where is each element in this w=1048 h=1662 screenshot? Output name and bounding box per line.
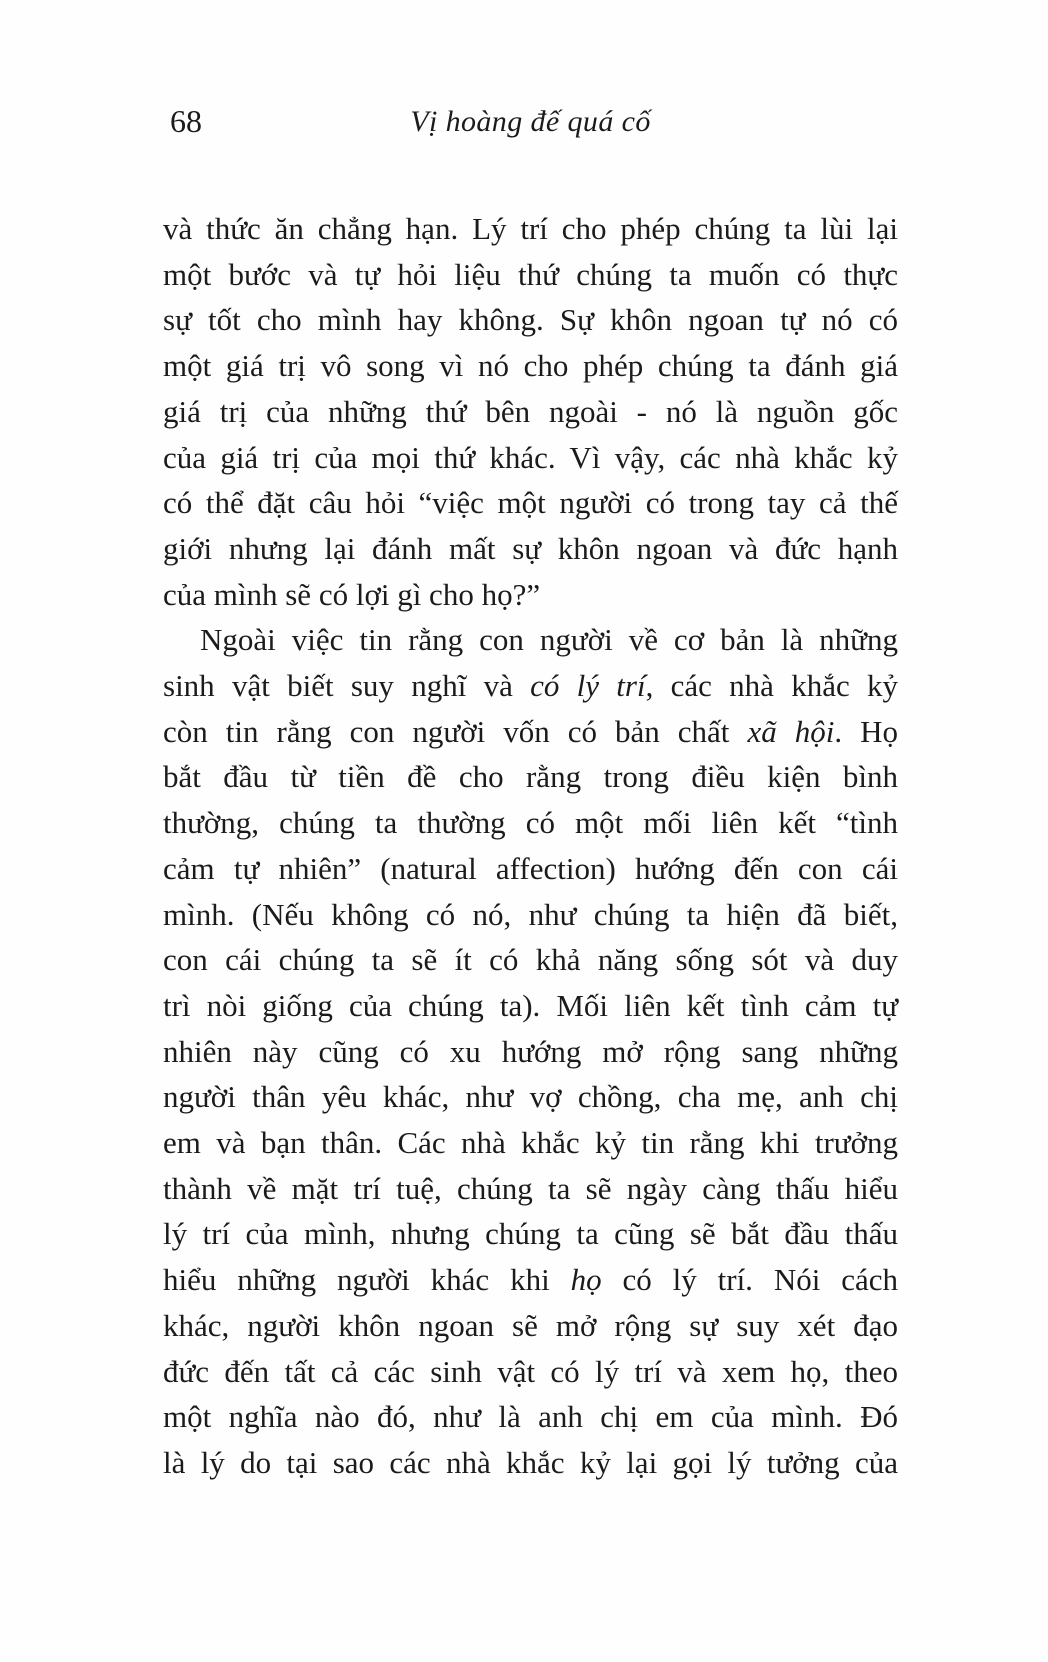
body-text: [163, 206, 898, 1486]
text-run: mình. (Nếu không có nó, như chúng ta hiện đã biết,: [163, 896, 898, 932]
text-line: [163, 663, 898, 709]
text-run: hiểu những người khác khi: [163, 1262, 571, 1298]
text-line: [163, 709, 898, 755]
text-run: thành về mặt trí tuệ, chúng ta sẽ ngày càng thấu hiểu: [163, 1170, 898, 1206]
running-title: Vị hoàng đế quá cố: [410, 105, 651, 138]
text-run: giới nhưng lại đánh mất sự khôn ngoan và đức hạnh: [163, 530, 898, 566]
text-run: . Họ: [834, 713, 898, 749]
text-line: [163, 1349, 898, 1395]
text-run: Ngoài việc tin rằng con người về cơ bản là những: [200, 622, 898, 658]
text-run: cảm tự nhiên” (natural affection) hướng đến con cái: [163, 850, 898, 886]
text-line: [163, 526, 898, 572]
text-line: [163, 1303, 898, 1349]
text-run: khác, người khôn ngoan sẽ mở rộng sự suy xét đạo: [163, 1307, 898, 1343]
text-run: một bước và tự hỏi liệu thứ chúng ta muốn có thực: [163, 256, 898, 292]
text-line: [163, 1120, 898, 1166]
text-run: là lý do tại sao các nhà khắc kỷ lại gọi lý tưởng của: [163, 1444, 898, 1480]
text-run: đức đến tất cả các sinh vật có lý trí và xem họ, theo: [163, 1353, 898, 1389]
text-line: [163, 937, 898, 983]
text-run: nhiên này cũng có xu hướng mở rộng sang những: [163, 1033, 898, 1069]
text-line: [163, 1166, 898, 1212]
text-line: [163, 754, 898, 800]
text-line: [163, 1074, 898, 1120]
text-run: có thể đặt câu hỏi “việc một người có trong tay cả thế: [163, 485, 898, 521]
text-run: trì nòi giống của chúng ta). Mối liên kết tình cảm tự: [163, 987, 898, 1023]
text-line: [163, 297, 898, 343]
text-run: còn tin rằng con người vốn có bản chất: [163, 713, 748, 749]
text-line: [163, 892, 898, 938]
text-line: [163, 1211, 898, 1257]
text-line: [163, 435, 898, 481]
text-line: [163, 617, 898, 663]
text-run: của mình sẽ có lợi gì cho họ?”: [163, 576, 541, 612]
text-run: lý trí của mình, nhưng chúng ta cũng sẽ bắt đầu thấu: [163, 1216, 898, 1252]
text-line: [163, 1257, 898, 1303]
text-line: [163, 800, 898, 846]
text-run: của giá trị của mọi thứ khác. Vì vậy, các nhà khắc kỷ: [163, 439, 898, 475]
italic-text-run: xã hội: [747, 713, 835, 749]
text-run: con cái chúng ta sẽ ít có khả năng sống sót và duy: [163, 942, 898, 978]
text-run: sự tốt cho mình hay không. Sự khôn ngoan tự nó có: [163, 302, 898, 338]
text-line: [163, 846, 898, 892]
text-run: một nghĩa nào đó, như là anh chị em của mình. Đó: [163, 1399, 898, 1435]
text-run: giá trị của những thứ bên ngoài - nó là nguồn gốc: [163, 393, 898, 429]
text-line: [163, 206, 898, 252]
italic-text-run: họ: [570, 1262, 602, 1298]
text-line: [163, 252, 898, 298]
text-run: một giá trị vô song vì nó cho phép chúng ta đánh giá: [163, 348, 898, 384]
text-run: người thân yêu khác, như vợ chồng, cha mẹ, anh chị: [163, 1079, 898, 1115]
text-line: [163, 572, 898, 618]
text-run: , các nhà khắc kỷ: [645, 668, 898, 704]
text-line: [163, 1394, 898, 1440]
text-run: và thức ăn chẳng hạn. Lý trí cho phép chúng ta lùi lại: [163, 211, 898, 246]
page-number: 68: [170, 103, 202, 139]
text-line: [163, 1029, 898, 1075]
text-line: [163, 1440, 898, 1486]
text-run: có lý trí. Nói cách: [601, 1262, 898, 1298]
page-header: [163, 102, 898, 144]
text-line: [163, 983, 898, 1029]
italic-text-run: có lý trí: [530, 668, 646, 704]
text-run: sinh vật biết suy nghĩ và: [163, 668, 531, 704]
text-run: thường, chúng ta thường có một mối liên kết “tình: [163, 805, 898, 841]
text-run: bắt đầu từ tiền đề cho rằng trong điều kiện bình: [163, 759, 898, 795]
text-line: [163, 343, 898, 389]
text-line: [163, 389, 898, 435]
text-run: em và bạn thân. Các nhà khắc kỷ tin rằng khi trưởng: [163, 1125, 898, 1161]
text-line: [163, 480, 898, 526]
